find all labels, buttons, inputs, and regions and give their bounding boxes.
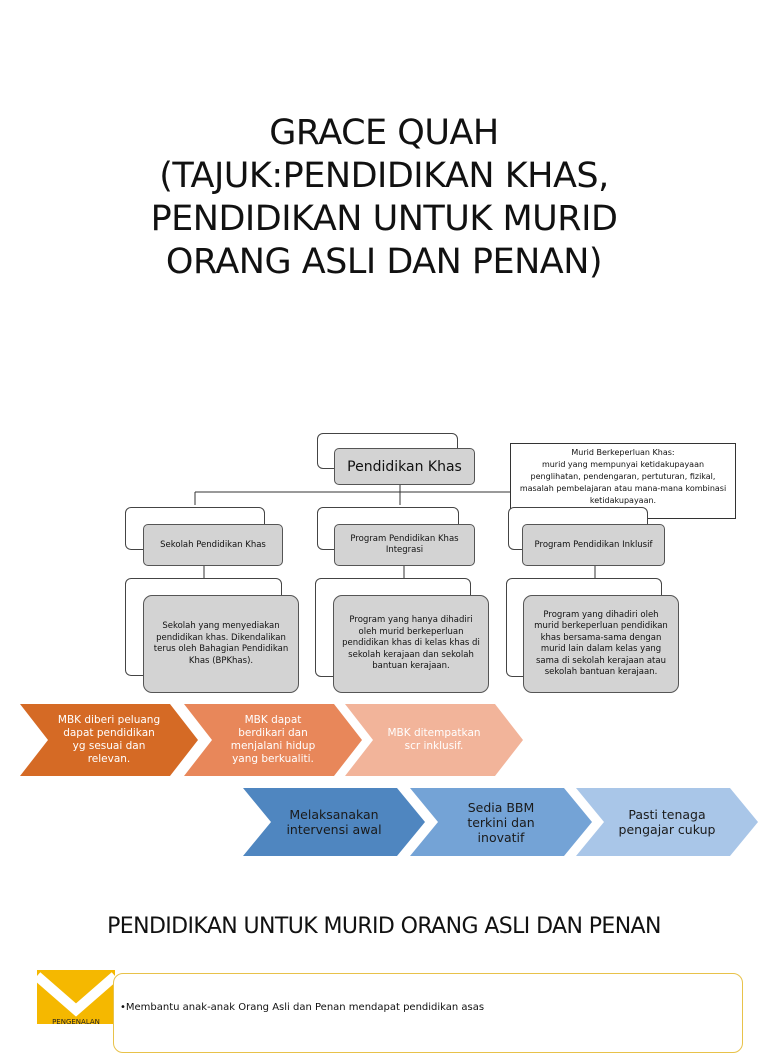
bullet-text: Membantu anak-anak Orang Asli dan Penan mendapat pendidikan asas: [125, 1002, 485, 1013]
step-line: yang berkualiti.: [232, 753, 314, 765]
process-step-blue: [410, 788, 592, 856]
bullet-icon: •: [120, 1002, 126, 1013]
step-line: yg sesuai dan: [72, 740, 146, 752]
root-node: Pendidikan Khas: [334, 448, 475, 485]
section-label: PENGENALAN: [52, 1018, 100, 1024]
step-line: scr inklusif.: [404, 740, 464, 752]
branch-node-integrasi: Program Pendidikan Khas Integrasi: [334, 524, 475, 566]
step-line: Sedia BBM: [467, 799, 535, 815]
branch-description: Program yang dihadiri oleh murid berkeperluan pendidikan khas bersama-sama dengan murid lain dalam kelas yang sama di sekolah kerajaan atau sekolah bantuan kerajaan.: [523, 595, 679, 693]
step-line: terkini dan: [467, 814, 535, 830]
branch-node-inklusif: Program Pendidikan Inklusif: [522, 524, 665, 566]
process-step-blue: [576, 788, 758, 856]
title-line: (TAJUK:PENDIDIKAN KHAS,: [159, 156, 609, 196]
step-line: MBK ditempatkan: [387, 727, 481, 739]
step-line: Pasti tenaga: [628, 807, 706, 822]
step-text: [410, 788, 592, 856]
step-line: berdikari dan: [238, 727, 308, 739]
step-text: [576, 788, 758, 856]
chevron-down-icon: [37, 970, 115, 1024]
step-line: MBK dapat: [244, 714, 302, 726]
bullet-item: [120, 1002, 484, 1013]
process-step-orange: [20, 704, 198, 776]
step-line: pengajar cukup: [618, 822, 716, 837]
note-body: murid yang mempunyai ketidakupayaan penglihatan, pendengaran, pertuturan, fizikal, masalah pembelajaran atau mana-mana kombinasi ketidakupayaan.: [519, 460, 727, 505]
step-line: inovatif: [477, 829, 525, 845]
branch-description: Sekolah yang menyediakan pendidikan khas. Dikendalikan terus oleh Bahagian Pendidikan Khas (BPKhas).: [143, 595, 299, 693]
title-line: ORANG ASLI DAN PENAN): [165, 242, 603, 282]
title-line: GRACE QUAH: [269, 113, 499, 153]
step-line: menjalani hidup: [230, 740, 316, 752]
content-card: [113, 973, 743, 1053]
step-text: [184, 704, 362, 776]
section-label-block: [37, 970, 115, 1024]
step-line: dapat pendidikan: [63, 727, 155, 739]
step-text: [345, 704, 523, 776]
step-line: Melaksanakan: [289, 807, 379, 822]
note-heading: Murid Berkeperluan Khas:: [571, 448, 675, 457]
process-step-blue: [243, 788, 425, 856]
branch-description: Program yang hanya dihadiri oleh murid berkeperluan pendidikan khas di kelas khas di sekolah kerajaan dan sekolah bantuan kerajaan.: [333, 595, 489, 693]
step-text: [243, 788, 425, 856]
process-step-orange: [345, 704, 523, 776]
step-line: MBK diberi peluang: [57, 714, 161, 726]
step-line: intervensi awal: [286, 822, 382, 837]
branch-node-sekolah: Sekolah Pendidikan Khas: [143, 524, 283, 566]
process-step-orange: [184, 704, 362, 776]
section-heading: PENDIDIKAN UNTUK MURID ORANG ASLI DAN PENAN: [107, 914, 661, 939]
step-line: relevan.: [87, 753, 131, 765]
title-line: PENDIDIKAN UNTUK MURID: [150, 199, 618, 239]
step-text: [20, 704, 198, 776]
